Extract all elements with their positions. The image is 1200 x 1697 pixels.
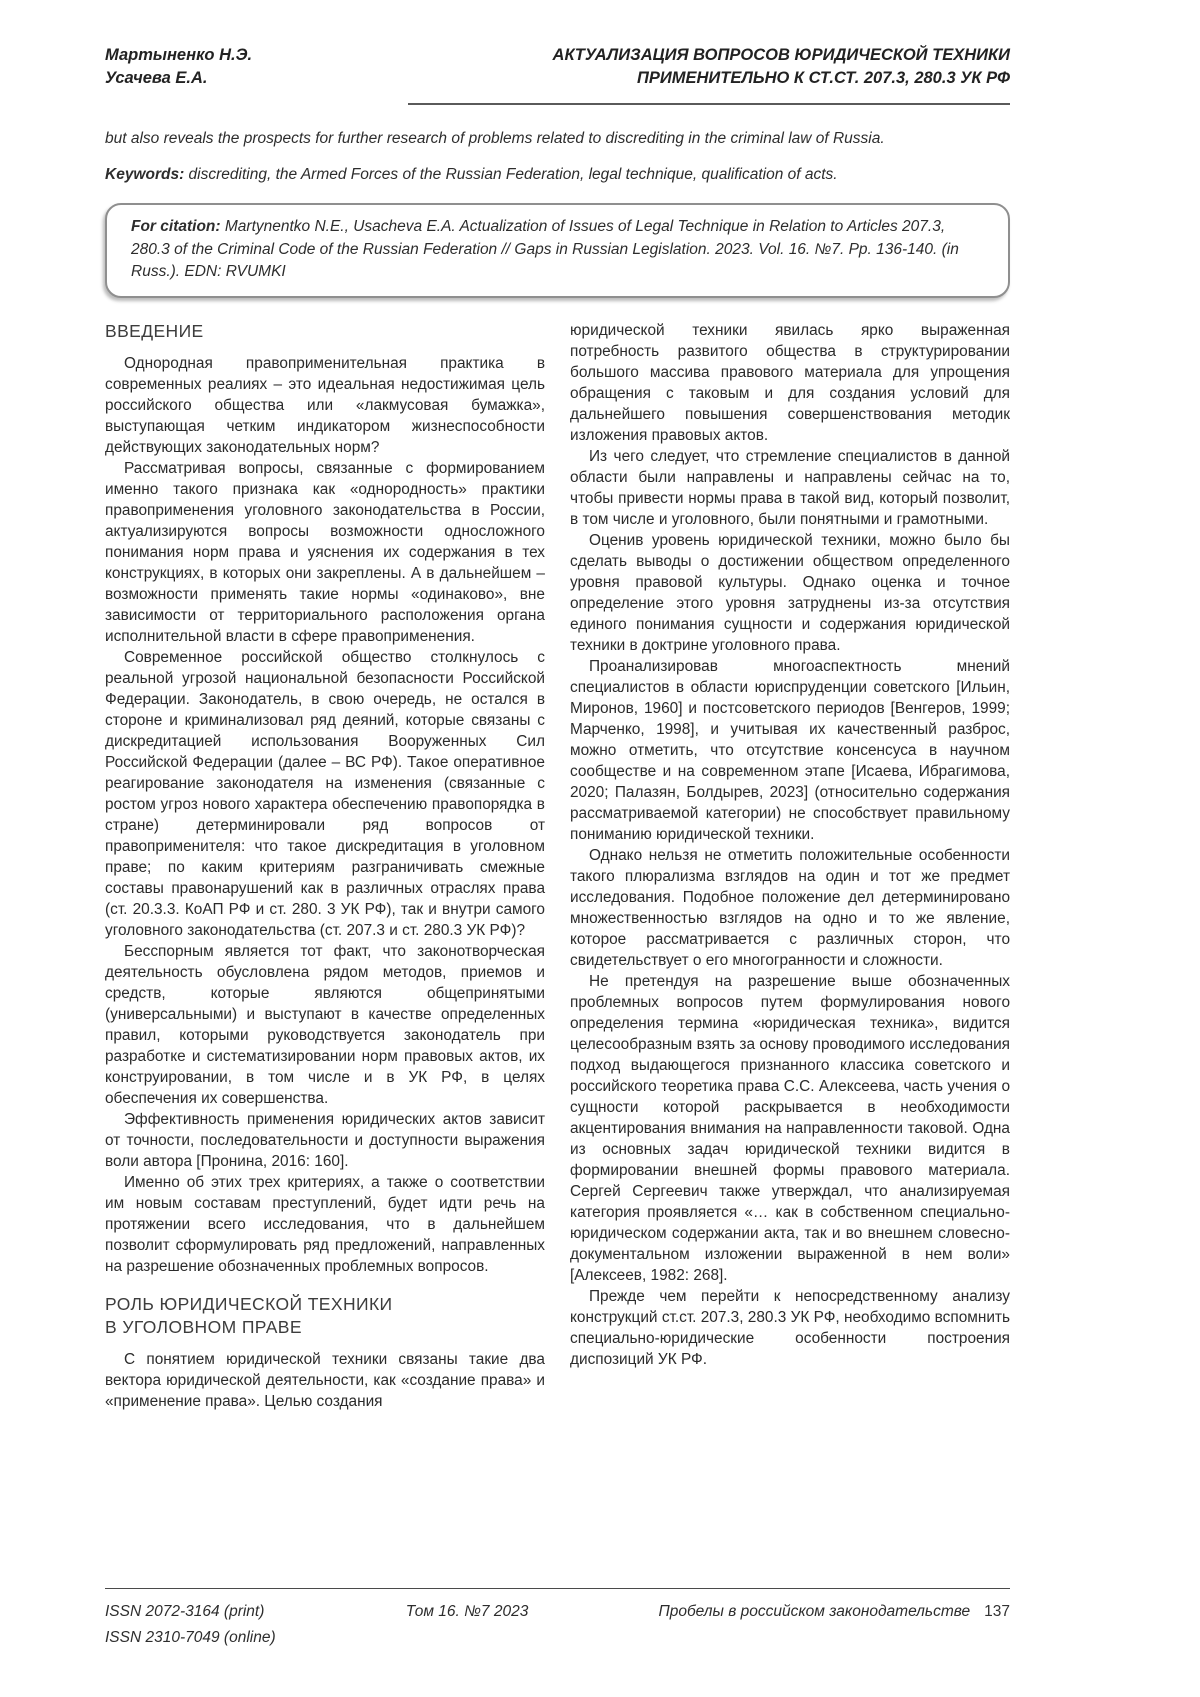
abstract-tail-text: but also reveals the prospects for further research of problems related to discrediting in the criminal law of Russia. [105,130,885,147]
citation-label: For citation: [131,218,221,235]
paragraph-right-6: Не претендуя на разрешение выше обозначенных проблемных вопросов путем формулирования нового определения термина «юридическая техника», видится целесообразным взять за основу проводимого исследования подход выдающегося признанного классика советского и российского теоретика права С.С. Алексеева, часть учения о сущности которой раскрывается в необходимости акцентирования внимания на направленности таковой. Одна из основных задач юридической техники видится в формировании внешней формы правового материала. Сергей Сергеевич также утверждал, что анализируемая категория проявляется «… как в собственном специально-юридическом содержании акта, так и во внешнем словесно-документальном изложении выраженной в нем воли» [Алексеев, 1982: 268]. [570,972,1010,1284]
keywords-text: discrediting, the Armed Forces of the Russian Federation, legal technique, qualification of acts. [184,166,838,183]
article-body [105,320,1010,1412]
paragraph-intro-4: Бесспорным является тот факт, что законотворческая деятельность обусловлена рядом методов, приемов и средств, которые являются общепринятыми (универсальными) и выступают в качестве определенных правил, которыми руководствуется законодатель при разработке и систематизировании норм правовых актов, их конструировании, в том числе и в УК РФ, в целях обеспечения их совершенства. [105,942,545,1107]
paragraph-right-7: Прежде чем перейти к непосредственному анализу конструкций ст.ст. 207.3, 280.3 УК РФ, необходимо вспомнить специально-юридические особенности построения диспозиций УК РФ. [570,1287,1010,1368]
footer-issn-block [105,1599,276,1651]
heading-line-1: РОЛЬ ЮРИДИЧЕСКОЙ ТЕХНИКИ [105,1293,393,1314]
paragraph-right-3: Оценив уровень юридической техники, можно было бы сделать выводы о достижении обществом определенного уровня правовой культуры. Однако оценка и точное определение этого уровня затруднены из-за отсутствия единого понимания сущности и содержания юридической техники в доктрине уголовного права. [570,531,1010,654]
heading-line-2: В УГОЛОВНОМ ПРАВЕ [105,1316,302,1337]
footer-journal-title: Пробелы в российском законодательстве [658,1603,971,1620]
paragraph-intro-5: Эффективность применения юридических актов зависит от точности, последовательности и доступности выражения воли автора [Пронина, 2016: 160]. [105,1110,545,1170]
footer-issue: Том 16. №7 2023 [405,1603,529,1620]
footer-issn-print: ISSN 2072-3164 (print) [105,1603,265,1620]
paragraph-right-4: Проанализировав многоаспектность мнений специалистов в области юриспруденции советского [Ильин, Миронов, 1960] и постсоветского периодов [Венгеров, 1999; Марченко, 1998], и учитывая их качественный разброс, можно отметить, что отсутствие консенсуса в научном сообществе и на современном этапе [Исаева, Ибрагимова, 2020; Палазян, Болдырев, 2023] (относительно содержания рассматриваемой категории) не способствует правильному пониманию юридической техники. [570,657,1010,843]
footer-page-number: 137 [984,1603,1010,1620]
running-title-line-2: ПРИМЕНИТЕЛЬНО К СТ.СТ. 207.3, 280.3 УК РФ [637,69,1010,87]
section-heading-role [105,1293,545,1339]
running-title-line-1: АКТУАЛИЗАЦИЯ ВОПРОСОВ ЮРИДИЧЕСКОЙ ТЕХНИКИ [552,46,1010,64]
keywords-label: Keywords: [105,166,185,183]
paragraph-role-1: С понятием юридической техники связаны такие два вектора юридической деятельности, как «создание права» и «применение права». Целью создания [105,1350,545,1410]
author-name-2: Усачева Е.А. [105,69,208,87]
paragraph-right-2: Из чего следует, что стремление специалистов в данной области были направлены и направлены сейчас на то, чтобы привести нормы права в такой вид, который позволит, в том числе и уголовного, были понятными и грамотными. [570,447,1010,528]
paragraph-intro-2: Рассматривая вопросы, связанные с формированием именно такого признака как «однородность» практики правоприменения уголовного законодательства в России, актуализируются вопросы возможности односложного понимания норм права и уяснения их содержания в тех конструкциях, в которых они закреплены. А в дальнейшем – возможности применять такие нормы «одинаково», вне зависимости от территориального расположения органа исполнительной власти в сфере правоприменения. [105,459,545,645]
page-header [105,44,1010,90]
page-footer [105,1588,1010,1651]
author-name-1: Мартыненко Н.Э. [105,46,253,64]
keywords-line [105,164,1010,186]
citation-box [105,203,1010,298]
paragraph-right-1: юридической техники явилась ярко выраженная потребность развитого общества в структурировании большого массива правового материала для упрощения обращения с таковым и для создания условий для дальнейшего повышения совершенствования методик изложения правовых актов. [570,321,1010,444]
paragraph-intro-6: Именно об этих трех критериях, а также о соответствии им новым составам преступлений, будет идти речь на протяжении всего исследования, что в дальнейшем позволит сформулировать ряд предложений, направленных на разрешение обозначенных проблемных вопросов. [105,1173,545,1275]
section-heading-introduction: ВВЕДЕНИЕ [105,320,204,341]
authors-block [105,44,252,90]
paragraph-intro-3: Современное российской общество столкнулось с реальной угрозой национальной безопасности Российской Федерации. Законодатель, в свою очередь, не остался в стороне и криминализовал ряд деяний, которые связаны с дискредитацией использования Вооруженных Сил Российской Федерации (далее – ВС РФ). Такое оперативное реагирование законодателя на изменения (связанные с ростом угроз нового характера обеспечению правопорядка в стране) детерминировали ряд вопросов от правоприменителя: что такое дискредитация в уголовном праве; по каким критериям разграничивать смежные составы правонарушений как в различных отраслях права (ст. 20.3.3. КоАП РФ и ст. 280. 3 УК РФ), так и внутри самого уголовного законодательства (ст. 207.3 и ст. 280.3 УК РФ)? [105,648,545,939]
header-rule [408,103,1010,105]
left-column [105,320,545,1412]
running-title [553,44,1010,90]
paragraph-intro-1: Однородная правоприменительная практика в современных реалиях – это идеальная недостижимая цель российского общества или «лакмусовая бумажка», выступающая четким индикатором жизнеспособности действующих законодательных норм? [105,354,545,456]
paragraph-right-5: Однако нельзя не отметить положительные особенности такого плюрализма взглядов на один и тот же предмет исследования. Подобное положение дел детерминировано множественностью взглядов на одно и то же явление, которое рассматривается с различных сторон, что свидетельствует о его многогранности и сложности. [570,846,1010,969]
citation-text: Martynentko N.E., Usacheva E.A. Actualization of Issues of Legal Technique in Relation to Articles 207.3, 280.3 of the Criminal Code of the Russian Federation // Gaps in Russian Legislation. 2023. Vol. 16. №7. Pp. 136-140. (in Russ.). EDN: RVUMKI [131,218,959,280]
footer-journal-block [658,1599,1010,1625]
footer-issn-online: ISSN 2310-7049 (online) [105,1629,276,1646]
right-column [570,320,1010,1412]
